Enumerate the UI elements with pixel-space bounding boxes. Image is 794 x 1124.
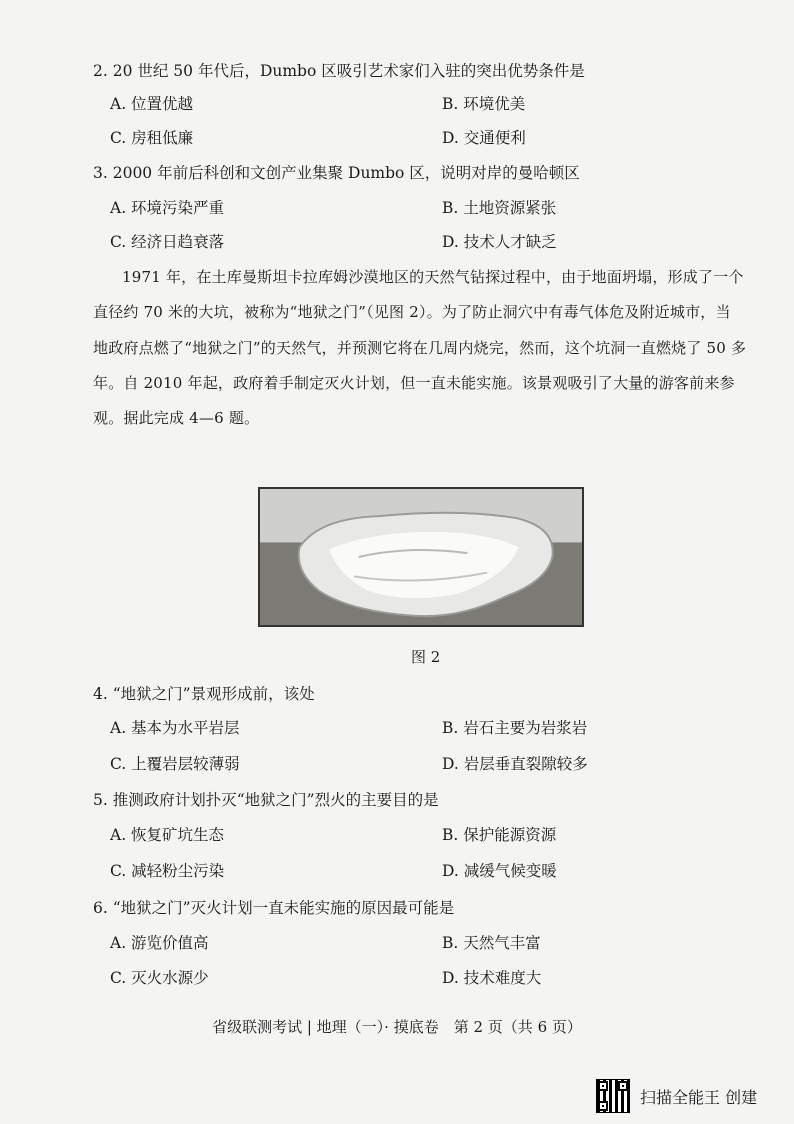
q3-option-d: D. 技术人才缺乏 [442,233,557,251]
q5-option-d: D. 减缓气候变暖 [442,862,557,880]
q2-option-a: A. 位置优越 [110,95,194,113]
figure-caption: 图 2 [411,648,441,666]
q5-stem: 5. 推测政府计划扑灭“地狱之门”烈火的主要目的是 [93,791,439,809]
qr-code-icon [596,1079,630,1113]
q3-option-a: A. 环境污染严重 [110,199,225,217]
scanner-label: 扫描全能王 创建 [640,1087,758,1107]
q3-stem: 3. 2000 年前后科创和文创产业集聚 Dumbo 区，说明对岸的曼哈顿区 [93,164,580,182]
scanner-watermark [596,1079,757,1113]
q3-option-b: B. 土地资源紧张 [442,199,557,217]
passage-line: 1971 年，在土库曼斯坦卡拉库姆沙漠地区的天然气钻探过程中，由于地面坍塌，形成了一个 [122,268,744,286]
q5-option-c: C. 减轻粉尘污染 [110,862,225,880]
q5-option-b: B. 保护能源资源 [442,826,557,844]
q4-option-d: D. 岩层垂直裂隙较多 [442,755,588,773]
q2-stem: 2. 20 世纪 50 年代后，Dumbo 区吸引艺术家们入驻的突出优势条件是 [93,62,585,80]
crater-photo [258,487,584,627]
passage-line: 观。据此完成 4—6 题。 [93,409,260,427]
page-footer: 省级联测考试 | 地理（一）· 摸底卷 第 2 页（共 6 页） [212,1018,582,1036]
q6-option-a: A. 游览价值高 [110,934,209,952]
q4-stem: 4. “地狱之门”景观形成前，该处 [93,685,315,703]
q4-option-c: C. 上覆岩层较薄弱 [110,755,240,773]
q4-option-a: A. 基本为水平岩层 [110,719,240,737]
q6-option-c: C. 灭火水源少 [110,969,209,987]
passage-line: 地政府点燃了“地狱之门”的天然气，并预测它将在几周内烧完，然而，这个坑洞一直燃烧了 50 多 [93,339,747,357]
q2-option-b: B. 环境优美 [442,95,526,113]
q3-option-c: C. 经济日趋衰落 [110,233,225,251]
q6-stem: 6. “地狱之门”灭火计划一直未能实施的原因最可能是 [93,899,455,917]
q6-option-d: D. 技术难度大 [442,969,542,987]
q5-option-a: A. 恢复矿坑生态 [110,826,225,844]
q4-option-b: B. 岩石主要为岩浆岩 [442,719,588,737]
q2-option-d: D. 交通便利 [442,129,526,147]
q6-option-b: B. 天然气丰富 [442,934,541,952]
q2-option-c: C. 房租低廉 [110,129,194,147]
passage-line: 直径约 70 米的大坑，被称为“地狱之门”（见图 2）。为了防止洞穴中有毒气体危及附近城市，当 [93,303,731,321]
passage-line: 年。自 2010 年起，政府着手制定灭火计划，但一直未能实施。该景观吸引了大量的游客前来参 [93,374,735,392]
